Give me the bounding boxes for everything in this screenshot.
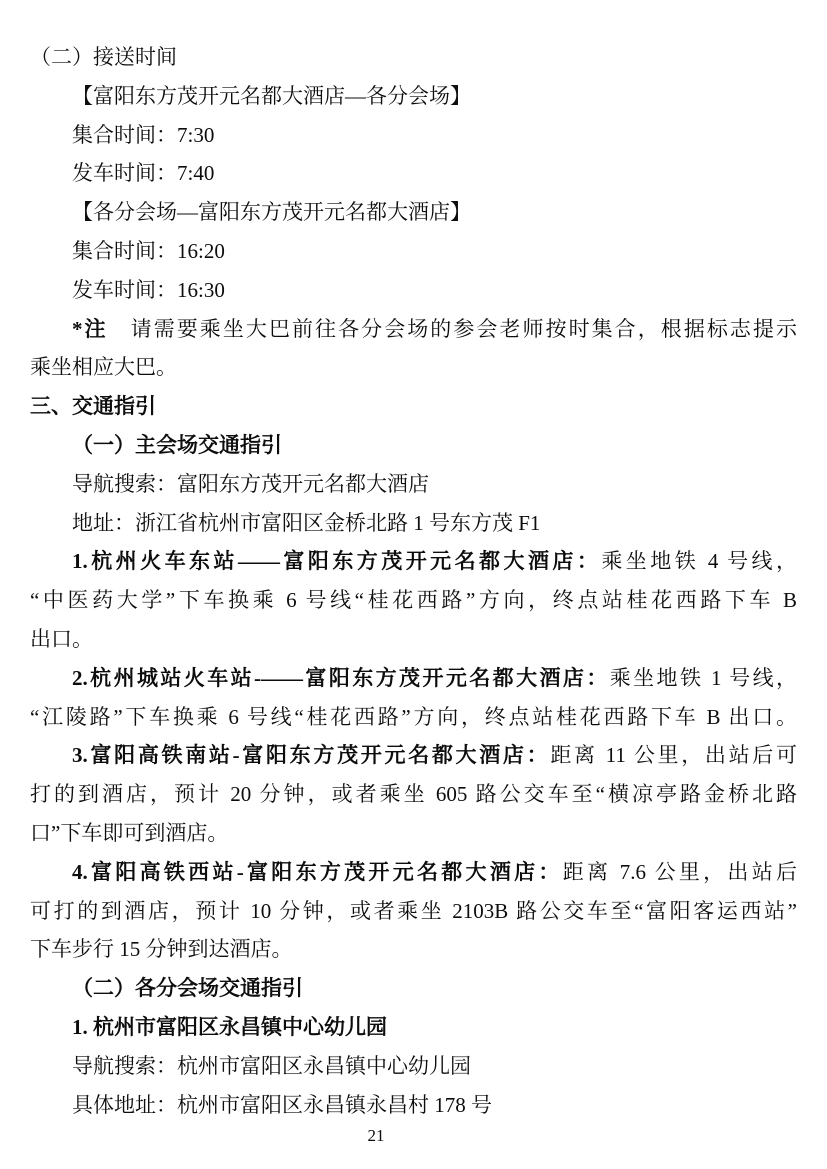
text-segment: （二）接送时间 <box>30 45 177 69</box>
text-segment: 口”下车即可到酒店。 <box>30 820 229 845</box>
text-segment: 【各分会场—富阳东方茂开元名都大酒店】 <box>72 200 471 225</box>
text-segment: “江陵路”下车换乘 6 号线“桂花西路”方向，终点站桂花西路下车 B 出口。 <box>30 704 797 729</box>
text-segment: 发车时间：16:30 <box>72 277 225 302</box>
text-line <box>30 154 797 193</box>
text-segment: 乘坐地铁 4 号线， <box>601 549 797 574</box>
text-line <box>30 387 797 426</box>
text-line <box>30 348 797 387</box>
bold-text-segment: （二）各分会场交通指引 <box>72 976 303 1001</box>
text-line <box>30 310 797 349</box>
text-segment: 集合时间：7:30 <box>72 122 215 147</box>
text-line <box>30 659 797 698</box>
page-footer <box>0 1124 752 1148</box>
text-segment: 地址：浙江省杭州市富阳区金桥北路 1 号东方茂 F1 <box>72 510 541 535</box>
bold-text-segment: 1.杭州火车东站——富阳东方茂开元名都大酒店： <box>72 549 602 574</box>
text-segment: 出口。 <box>30 626 93 651</box>
bold-text-segment: （一）主会场交通指引 <box>72 432 282 457</box>
text-segment: 可打的到酒店，预计 10 分钟，或者乘坐 2103B 路公交车至“富阳客运西站” <box>30 898 797 923</box>
bold-text-segment: 3.富阳高铁南站-富阳东方茂开元名都大酒店： <box>72 743 551 768</box>
text-segment: 距离 11 公里，出站后可 <box>550 743 797 768</box>
bold-text-segment: 2.杭州城站火车站-——富阳东方茂开元名都大酒店： <box>72 665 610 690</box>
text-line <box>30 1047 797 1086</box>
text-line <box>30 232 797 271</box>
text-line <box>30 271 797 310</box>
text-line <box>30 620 797 659</box>
text-segment: 打的到酒店，预计 20 分钟，或者乘坐 605 路公交车至“横凉亭路金桥北路 <box>30 782 797 807</box>
text-line <box>30 465 797 504</box>
text-segment: 【富阳东方茂开元名都大酒店—各分会场】 <box>72 83 471 108</box>
text-line <box>30 698 797 737</box>
text-line <box>30 193 797 232</box>
text-line <box>30 736 797 775</box>
text-line <box>30 775 797 814</box>
text-segment: 距离 7.6 公里，出站后 <box>562 859 798 884</box>
text-segment: 乘坐地铁 1 号线， <box>609 665 798 690</box>
text-segment: 请需要乘坐大巴前往各分会场的参会老师按时集合，根据标志提示 <box>107 316 798 341</box>
bold-text-segment: 4.富阳高铁西站-富阳东方茂开元名都大酒店： <box>72 859 563 884</box>
text-line <box>30 38 797 77</box>
text-line <box>30 930 797 969</box>
text-line <box>30 853 797 892</box>
text-line <box>30 581 797 620</box>
text-segment: 下车步行 15 分钟到达酒店。 <box>30 937 293 962</box>
text-line <box>30 1086 797 1125</box>
text-line <box>30 1008 797 1047</box>
bold-text-segment: 1. 杭州市富阳区永昌镇中心幼儿园 <box>72 1014 387 1039</box>
text-line <box>30 892 797 931</box>
text-segment: 具体地址：杭州市富阳区永昌镇永昌村 178 号 <box>72 1092 492 1117</box>
text-segment: 乘坐相应大巴。 <box>30 355 177 380</box>
text-segment: 导航搜索：富阳东方茂开元名都大酒店 <box>72 471 429 496</box>
text-line <box>30 116 797 155</box>
text-line <box>30 77 797 116</box>
bold-text-segment: *注 <box>72 316 108 341</box>
text-line <box>30 504 797 543</box>
page-number: 21 <box>367 1126 385 1145</box>
text-segment: 集合时间：16:20 <box>72 238 225 263</box>
text-segment: 导航搜索：杭州市富阳区永昌镇中心幼儿园 <box>72 1053 471 1078</box>
text-line <box>30 814 797 853</box>
text-segment: “中医药大学”下车换乘 6 号线“桂花西路”方向，终点站桂花西路下车 B <box>30 588 797 613</box>
bold-text-segment: 三、交通指引 <box>30 394 156 419</box>
text-line <box>30 426 797 465</box>
text-line <box>30 969 797 1008</box>
text-line <box>30 542 797 581</box>
text-segment: 发车时间：7:40 <box>72 161 215 186</box>
